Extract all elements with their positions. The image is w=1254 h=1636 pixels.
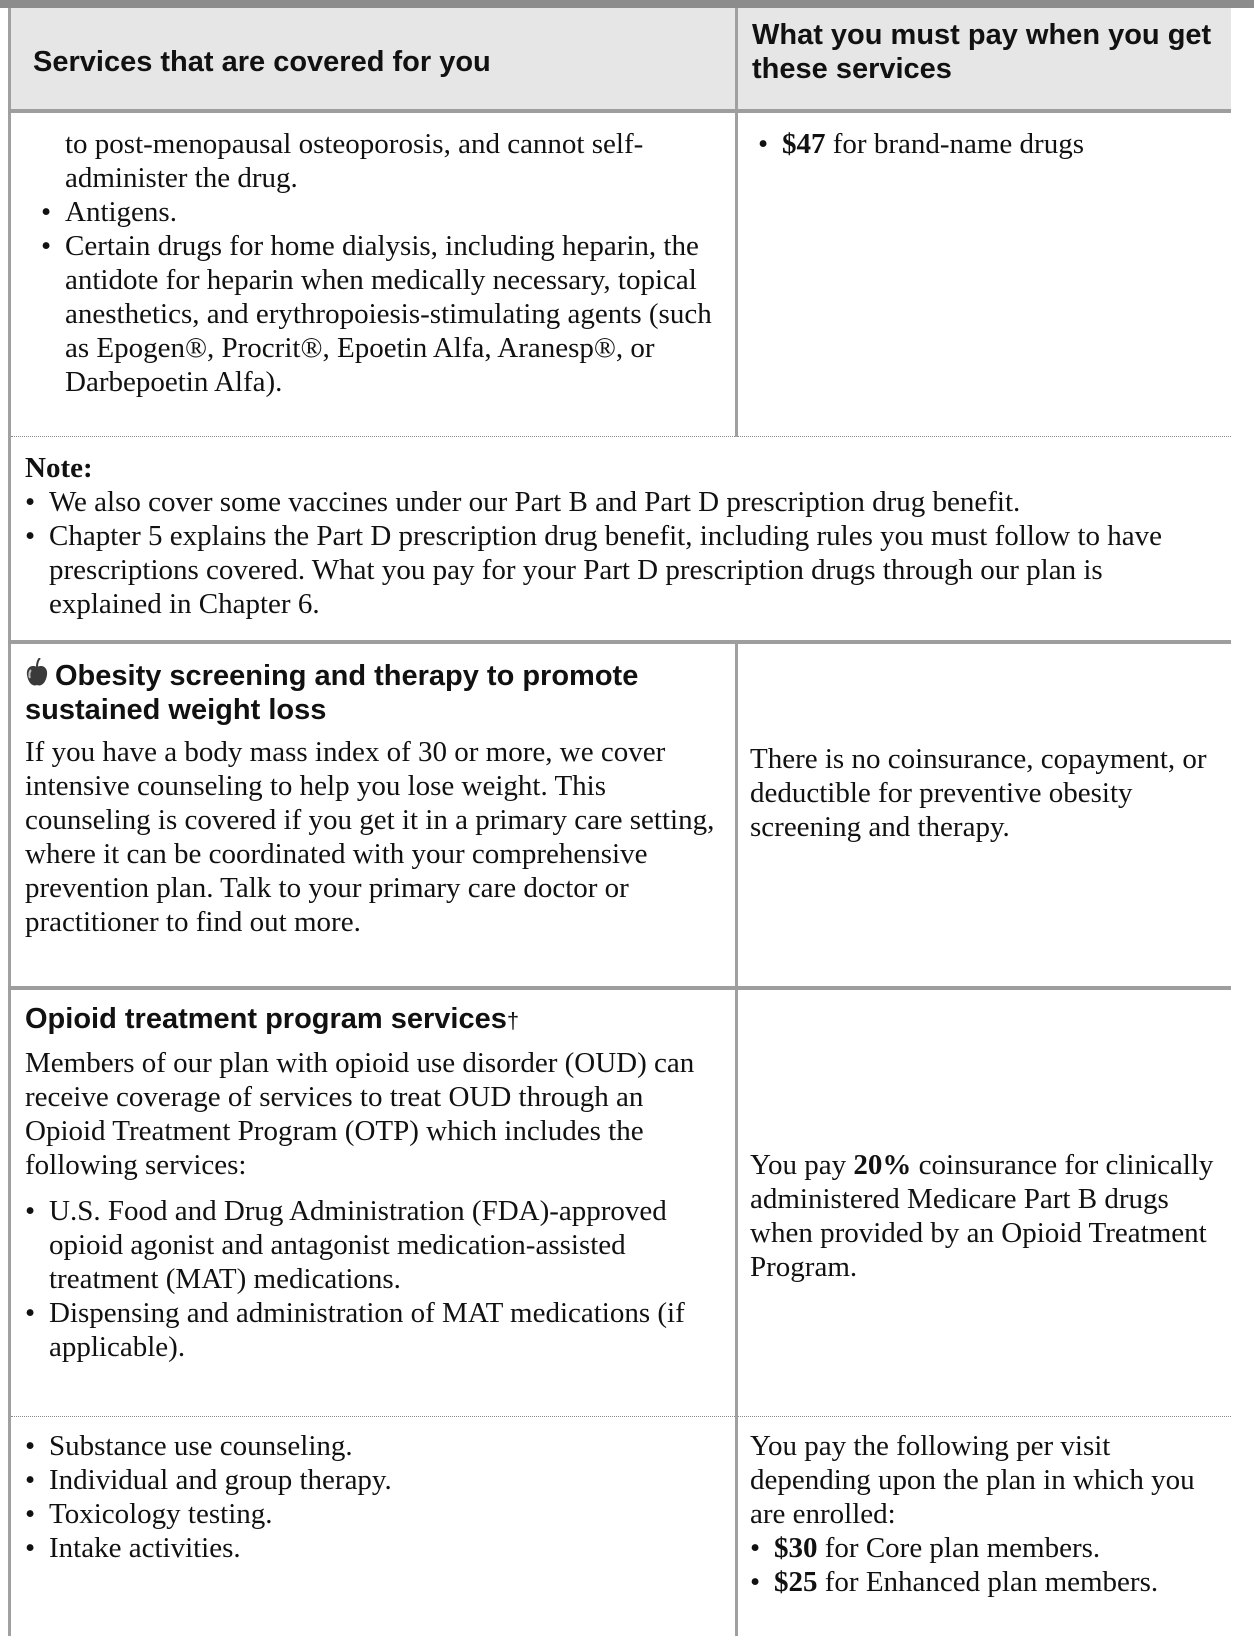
service-title-text: Obesity screening and therapy to promote sustained weight loss — [25, 660, 639, 726]
cost-amount: 20% — [853, 1149, 912, 1181]
list-item: • Toxicology testing. — [17, 1497, 725, 1531]
benefits-table — [8, 8, 1231, 1636]
service-description: Members of our plan with opioid use disorder (OUD) can receive coverage of services to treat OUD through an Opioid Treatment Program (OTP) which includes the following services: — [25, 1047, 695, 1181]
cost-text: for brand-name drugs — [825, 128, 1084, 160]
cost-intro: You pay the following per visit depending upon the plan in which you are enrolled: — [750, 1429, 1195, 1530]
list-item: • We also cover some vaccines under our Part B and Part D prescription drug benefit. — [17, 485, 1219, 519]
service-description: If you have a body mass index of 30 or more, we cover intensive counseling to help you lose weight. This counseling is covered if you get it in a primary care setting, where it can be coordinated with your comprehensive prevention plan. Talk to your primary care doctor or practitioner to find out more. — [25, 736, 715, 938]
list-item: • Substance use counseling. — [17, 1429, 725, 1463]
header-payment: What you must pay when you get these services — [737, 8, 1231, 111]
apple-icon — [25, 658, 49, 688]
services-cell — [10, 642, 737, 988]
list-item — [742, 1565, 1221, 1599]
services-cell — [10, 111, 737, 436]
list-item: • Intake activities. — [17, 1531, 725, 1565]
cost-amount: $25 — [774, 1565, 818, 1598]
list-item: • Certain drugs for home dialysis, including heparin, the antidote for heparin when medically necessary, topical anesthetics, and erythropoiesis-stimulating agents (such as Epogen®, Procrit®, Epoetin Alfa, Aranesp®, or Darbepoetin Alfa). — [33, 229, 725, 399]
table-header-row — [10, 8, 1231, 111]
table-row — [10, 988, 1231, 1416]
service-title-text: Opioid treatment program services — [25, 1003, 507, 1035]
cost-text: for Core plan members. — [817, 1531, 1101, 1564]
list-item: • Dispensing and administration of MAT medications (if applicable). — [17, 1296, 725, 1364]
cost-amount: $47 — [782, 128, 826, 160]
service-title — [25, 1002, 725, 1038]
cost-text: for Enhanced plan members. — [817, 1565, 1159, 1598]
note-row — [10, 436, 1231, 642]
header-services: Services that are covered for you — [10, 8, 737, 111]
note-label: Note: — [25, 451, 93, 484]
list-item — [750, 127, 1221, 161]
cost-text: You pay — [750, 1149, 854, 1181]
list-item: • U.S. Food and Drug Administration (FDA)-approved opioid agonist and antagonist medication-assisted treatment (MAT) medications. — [17, 1194, 725, 1296]
note-cell — [10, 436, 1231, 642]
table-row — [10, 111, 1231, 436]
dagger-mark: † — [506, 1008, 520, 1033]
services-cell — [10, 988, 737, 1416]
list-item: • Chapter 5 explains the Part D prescription drug benefit, including rules you must follow to have prescriptions covered. What you pay for your Part D prescription drugs through our plan is explained in Chapter 6. — [17, 519, 1219, 621]
top-rule — [0, 0, 1254, 8]
payment-cell — [737, 111, 1231, 436]
payment-cell: There is no coinsurance, copayment, or deductible for preventive obesity screening and therapy. — [737, 642, 1231, 988]
payment-cell — [737, 1416, 1231, 1636]
cost-amount: $30 — [774, 1531, 818, 1564]
list-item: • Individual and group therapy. — [17, 1463, 725, 1497]
payment-cell — [737, 988, 1231, 1416]
continued-text: to post-menopausal osteoporosis, and cannot self-administer the drug. — [65, 128, 644, 194]
list-item — [742, 1531, 1221, 1565]
cost-text: coinsurance for clinically administered Medicare Part B drugs when provided by an Opioid Treatment Program. — [750, 1149, 1214, 1283]
table-row — [10, 1416, 1231, 1636]
service-title — [25, 658, 725, 727]
services-cell — [10, 1416, 737, 1636]
table-row — [10, 642, 1231, 988]
list-item: • Antigens. — [33, 195, 725, 229]
